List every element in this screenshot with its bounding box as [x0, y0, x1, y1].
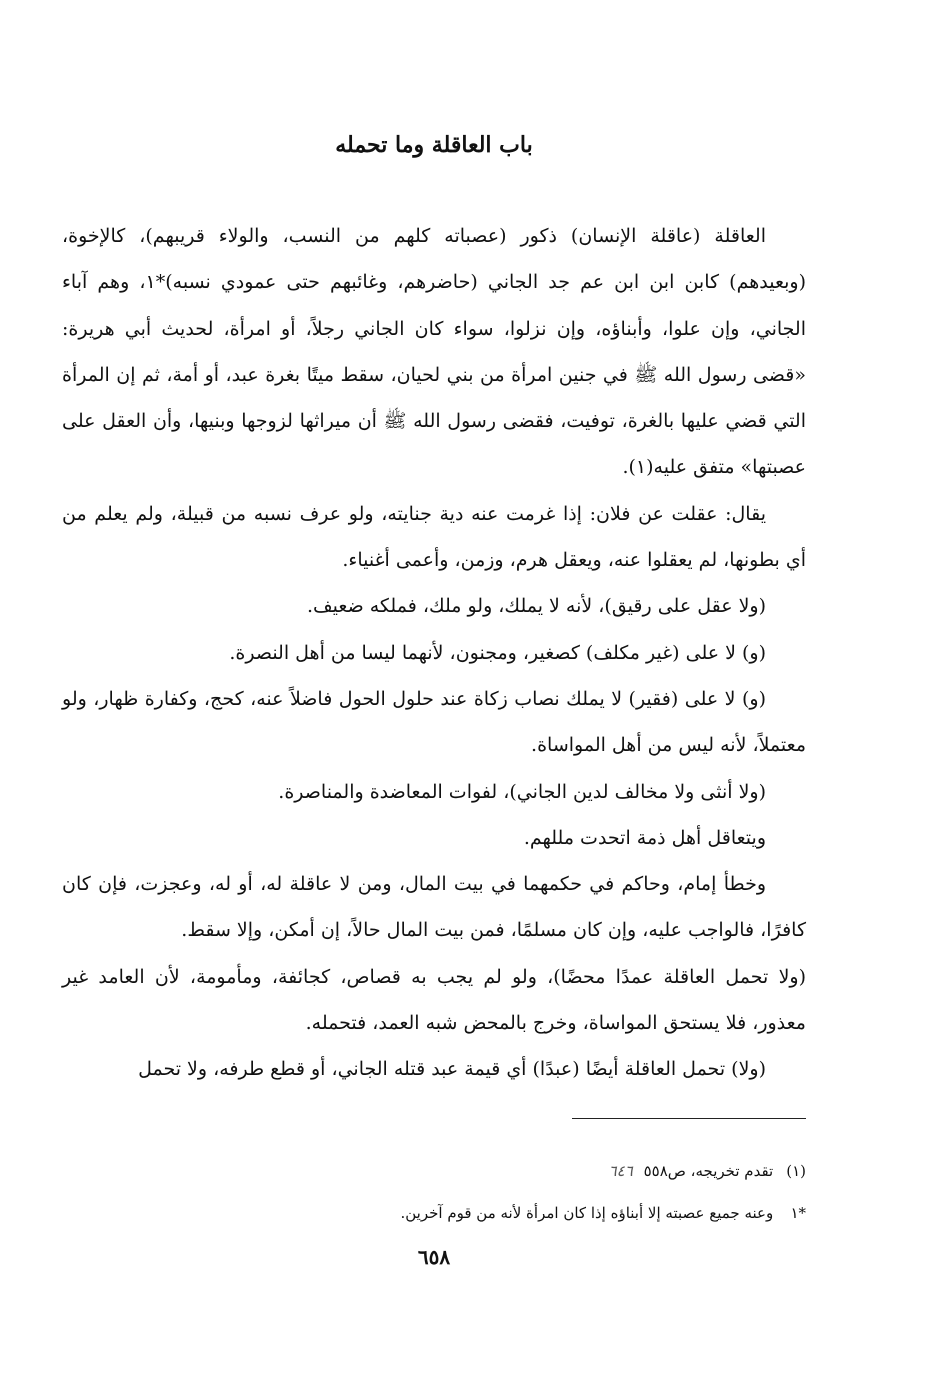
- paragraph-2: يقال: عقلت عن فلان: إذا غرمت عنه دية جنايته، ولو عرف نسبه من قبيلة، ولم يعلم من أي بطونها، لم يعقلوا عنه، ويعقل هرم، وزمن، وأعمى أغنياء.: [62, 502, 806, 572]
- handwritten-annotation: ٦٤٦: [608, 1162, 633, 1180]
- paragraph-8: وخطأ إمام، وحاكم في حكمهما في بيت المال، ومن لا عاقلة له، أو له، وعجزت، فإن كان كافرًا، فالواجب عليه، وإن كان مسلمًا، فمن بيت المال حالاً، إن أمكن، وإلا سقط.: [62, 873, 806, 942]
- chapter-title: باب العاقلة وما تحمله: [335, 132, 533, 158]
- footnote-separator: [572, 1118, 806, 1119]
- footnote-mark: *١: [790, 1204, 806, 1222]
- footnote-text: وعنه جميع عصبته إلا أبناؤه إذا كان امرأة لأنه من قوم آخرين.: [400, 1204, 774, 1222]
- paragraph-1: العاقلة (عاقلة الإنسان) ذكور (عصباته كلهم من النسب، والولاء قريبهم)، كالإخوة، (وبعيدهم) كابن ابن ابن عم جد الجاني (حاضرهم، وغائبهم حتى عمودي نسبه)*١، وهم آباء الجاني، وإن علوا، وأبناؤه، وإن نزلوا، سواء كان الجاني رجلاً، أو امرأة، لحديث أبي هريرة: «قضى رسول الله ﷺ في جنين امرأة من بني لحيان، سقط ميتًا بغرة عبد، أو أمة، ثم إن المرأة التي قضي عليها بالغرة، توفيت، فقضى رسول الله ﷺ أن ميراثها لزوجها وبنيها، وأن العقل على عصبتها» متفق عليه(١).: [62, 225, 806, 479]
- paragraph-4: (و) لا على (غير مكلف) كصغير، ومجنون، لأنهما ليسا من أهل النصرة.: [229, 641, 766, 664]
- footnote-2: [62, 1192, 806, 1234]
- paragraph-6: (ولا أنثى ولا مخالف لدين الجاني)، لفوات المعاضدة والمناصرة.: [278, 780, 766, 803]
- page-number: ٦٥٨: [417, 1245, 451, 1269]
- main-text: [62, 213, 806, 1093]
- footnote-text: تقدم تخريجه، ص٥٥٨: [643, 1162, 774, 1180]
- paragraph-10: (ولا) تحمل العاقلة أيضًا (عبدًا) أي قيمة عبد قتله الجاني، أو قطع طرفه، ولا تحمل: [138, 1058, 766, 1081]
- footnote-mark: (١): [786, 1162, 806, 1180]
- paragraph-9: (ولا تحمل العاقلة عمدًا محضًا)، ولو لم يجب به قصاص، كجائفة، ومأمومة، لأن العامد غير معذور، فلا يستحق المواساة، وخرج بالمحض شبه العمد، فتحمله.: [62, 965, 806, 1035]
- document-page: [62, 0, 806, 1376]
- paragraph-7: ويتعاقل أهل ذمة اتحدت مللهم.: [523, 826, 766, 849]
- paragraph-5: (و) لا على (فقير) لا يملك نصاب زكاة عند حلول الحول فاضلاً عنه، كحج، وكفارة ظهار، ولو معتملاً، لأنه ليس من أهل المواساة.: [62, 687, 806, 757]
- footnotes: [62, 1150, 806, 1234]
- paragraph-3: (ولا عقل على رقيق)، لأنه لا يملك، ولو ملك، فملكه ضعيف.: [306, 595, 766, 618]
- footnote-1: [62, 1150, 806, 1192]
